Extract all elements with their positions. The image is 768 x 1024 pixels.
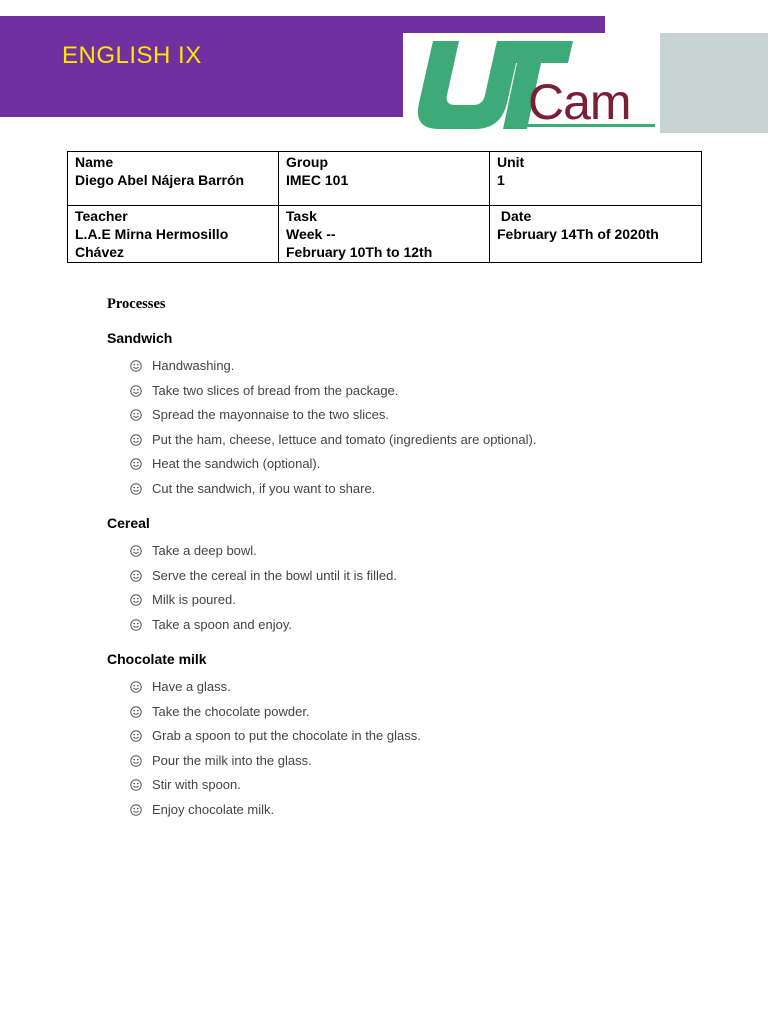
step-text: Take a deep bowl.	[152, 543, 257, 558]
name-label: Name	[75, 154, 114, 170]
step-text: Serve the cereal in the bowl until it is filled.	[152, 567, 397, 583]
list-item	[130, 379, 727, 404]
smiley-icon	[130, 434, 142, 446]
smiley-icon	[130, 409, 142, 421]
step-text: Stir with spoon.	[152, 777, 241, 792]
list-item	[130, 749, 727, 774]
smiley-icon	[130, 360, 142, 372]
utcam-logo-icon	[403, 33, 660, 133]
list-item	[130, 354, 727, 379]
list-item	[130, 675, 727, 700]
teacher-value-line-2: Chávez	[75, 244, 125, 260]
list-item	[130, 428, 727, 453]
smiley-icon	[130, 779, 142, 791]
date-label: Date	[497, 208, 532, 224]
name-value: Diego Abel Nájera Barrón	[75, 172, 245, 188]
course-title: ENGLISH IX	[62, 42, 202, 69]
unit-label: Unit	[497, 154, 525, 170]
section-title: Cereal	[107, 515, 150, 531]
list-item	[130, 700, 727, 725]
steps-list	[107, 539, 727, 637]
smiley-icon	[130, 619, 142, 631]
smiley-icon	[130, 730, 142, 742]
list-item	[130, 564, 727, 589]
smiley-icon	[130, 755, 142, 767]
step-text: Put the ham, cheese, lettuce and tomato (ingredients are optional).	[152, 431, 537, 447]
group-label: Group	[286, 154, 328, 170]
steps-list	[107, 675, 727, 822]
step-text: Pour the milk into the glass.	[152, 752, 312, 768]
section-title: Chocolate milk	[107, 651, 207, 667]
list-item	[130, 798, 727, 823]
smiley-icon	[130, 681, 142, 693]
date-cell	[490, 206, 702, 263]
list-item	[130, 613, 727, 638]
step-text: Enjoy chocolate milk.	[152, 801, 275, 817]
list-item	[130, 724, 727, 749]
list-item	[130, 452, 727, 477]
task-value-line-1: Week --	[286, 226, 336, 242]
list-item	[130, 773, 727, 798]
smiley-icon	[130, 385, 142, 397]
teacher-cell	[68, 206, 279, 263]
list-item	[130, 539, 727, 564]
smiley-icon	[130, 458, 142, 470]
step-text: Handwashing.	[152, 358, 235, 373]
list-item	[130, 588, 727, 613]
step-text: Milk is poured.	[152, 592, 236, 607]
smiley-icon	[130, 706, 142, 718]
unit-value: 1	[497, 172, 505, 188]
smiley-icon	[130, 804, 142, 816]
task-value-line-2: February 10Th to 12th	[286, 244, 433, 260]
teacher-value-line-1: L.A.E Mirna Hermosillo	[75, 226, 229, 242]
list-item	[130, 477, 727, 502]
utcam-logo	[403, 33, 660, 133]
unit-cell	[490, 152, 702, 206]
smiley-icon	[130, 545, 142, 557]
step-text: Grab a spoon to put the chocolate in the glass.	[152, 728, 421, 743]
student-info-table	[67, 151, 702, 263]
processes-content	[107, 296, 727, 836]
step-text: Spread the mayonnaise to the two slices.	[152, 407, 390, 422]
step-text: Have a glass.	[152, 679, 231, 694]
processes-heading: Processes	[107, 296, 166, 312]
section-title: Sandwich	[107, 330, 173, 346]
list-item	[130, 403, 727, 428]
process-sections	[107, 330, 727, 822]
table-row	[68, 206, 702, 263]
steps-list	[107, 354, 727, 501]
group-value: IMEC 101	[286, 172, 349, 188]
smiley-icon	[130, 483, 142, 495]
decorative-grey-box	[660, 33, 768, 133]
teacher-label: Teacher	[75, 208, 128, 224]
group-cell	[279, 152, 490, 206]
step-text: Heat the sandwich (optional).	[152, 456, 321, 471]
date-value: February 14Th of 2020th	[497, 226, 659, 242]
task-label: Task	[286, 208, 317, 224]
table-row	[68, 152, 702, 206]
step-text: Take a spoon and enjoy.	[152, 616, 292, 632]
name-cell	[68, 152, 279, 206]
svg-text:Cam: Cam	[528, 74, 631, 130]
task-cell	[279, 206, 490, 263]
step-text: Cut the sandwich, if you want to share.	[152, 480, 376, 496]
smiley-icon	[130, 594, 142, 606]
smiley-icon	[130, 570, 142, 582]
step-text: Take two slices of bread from the package.	[152, 382, 399, 398]
step-text: Take the chocolate powder.	[152, 703, 310, 719]
